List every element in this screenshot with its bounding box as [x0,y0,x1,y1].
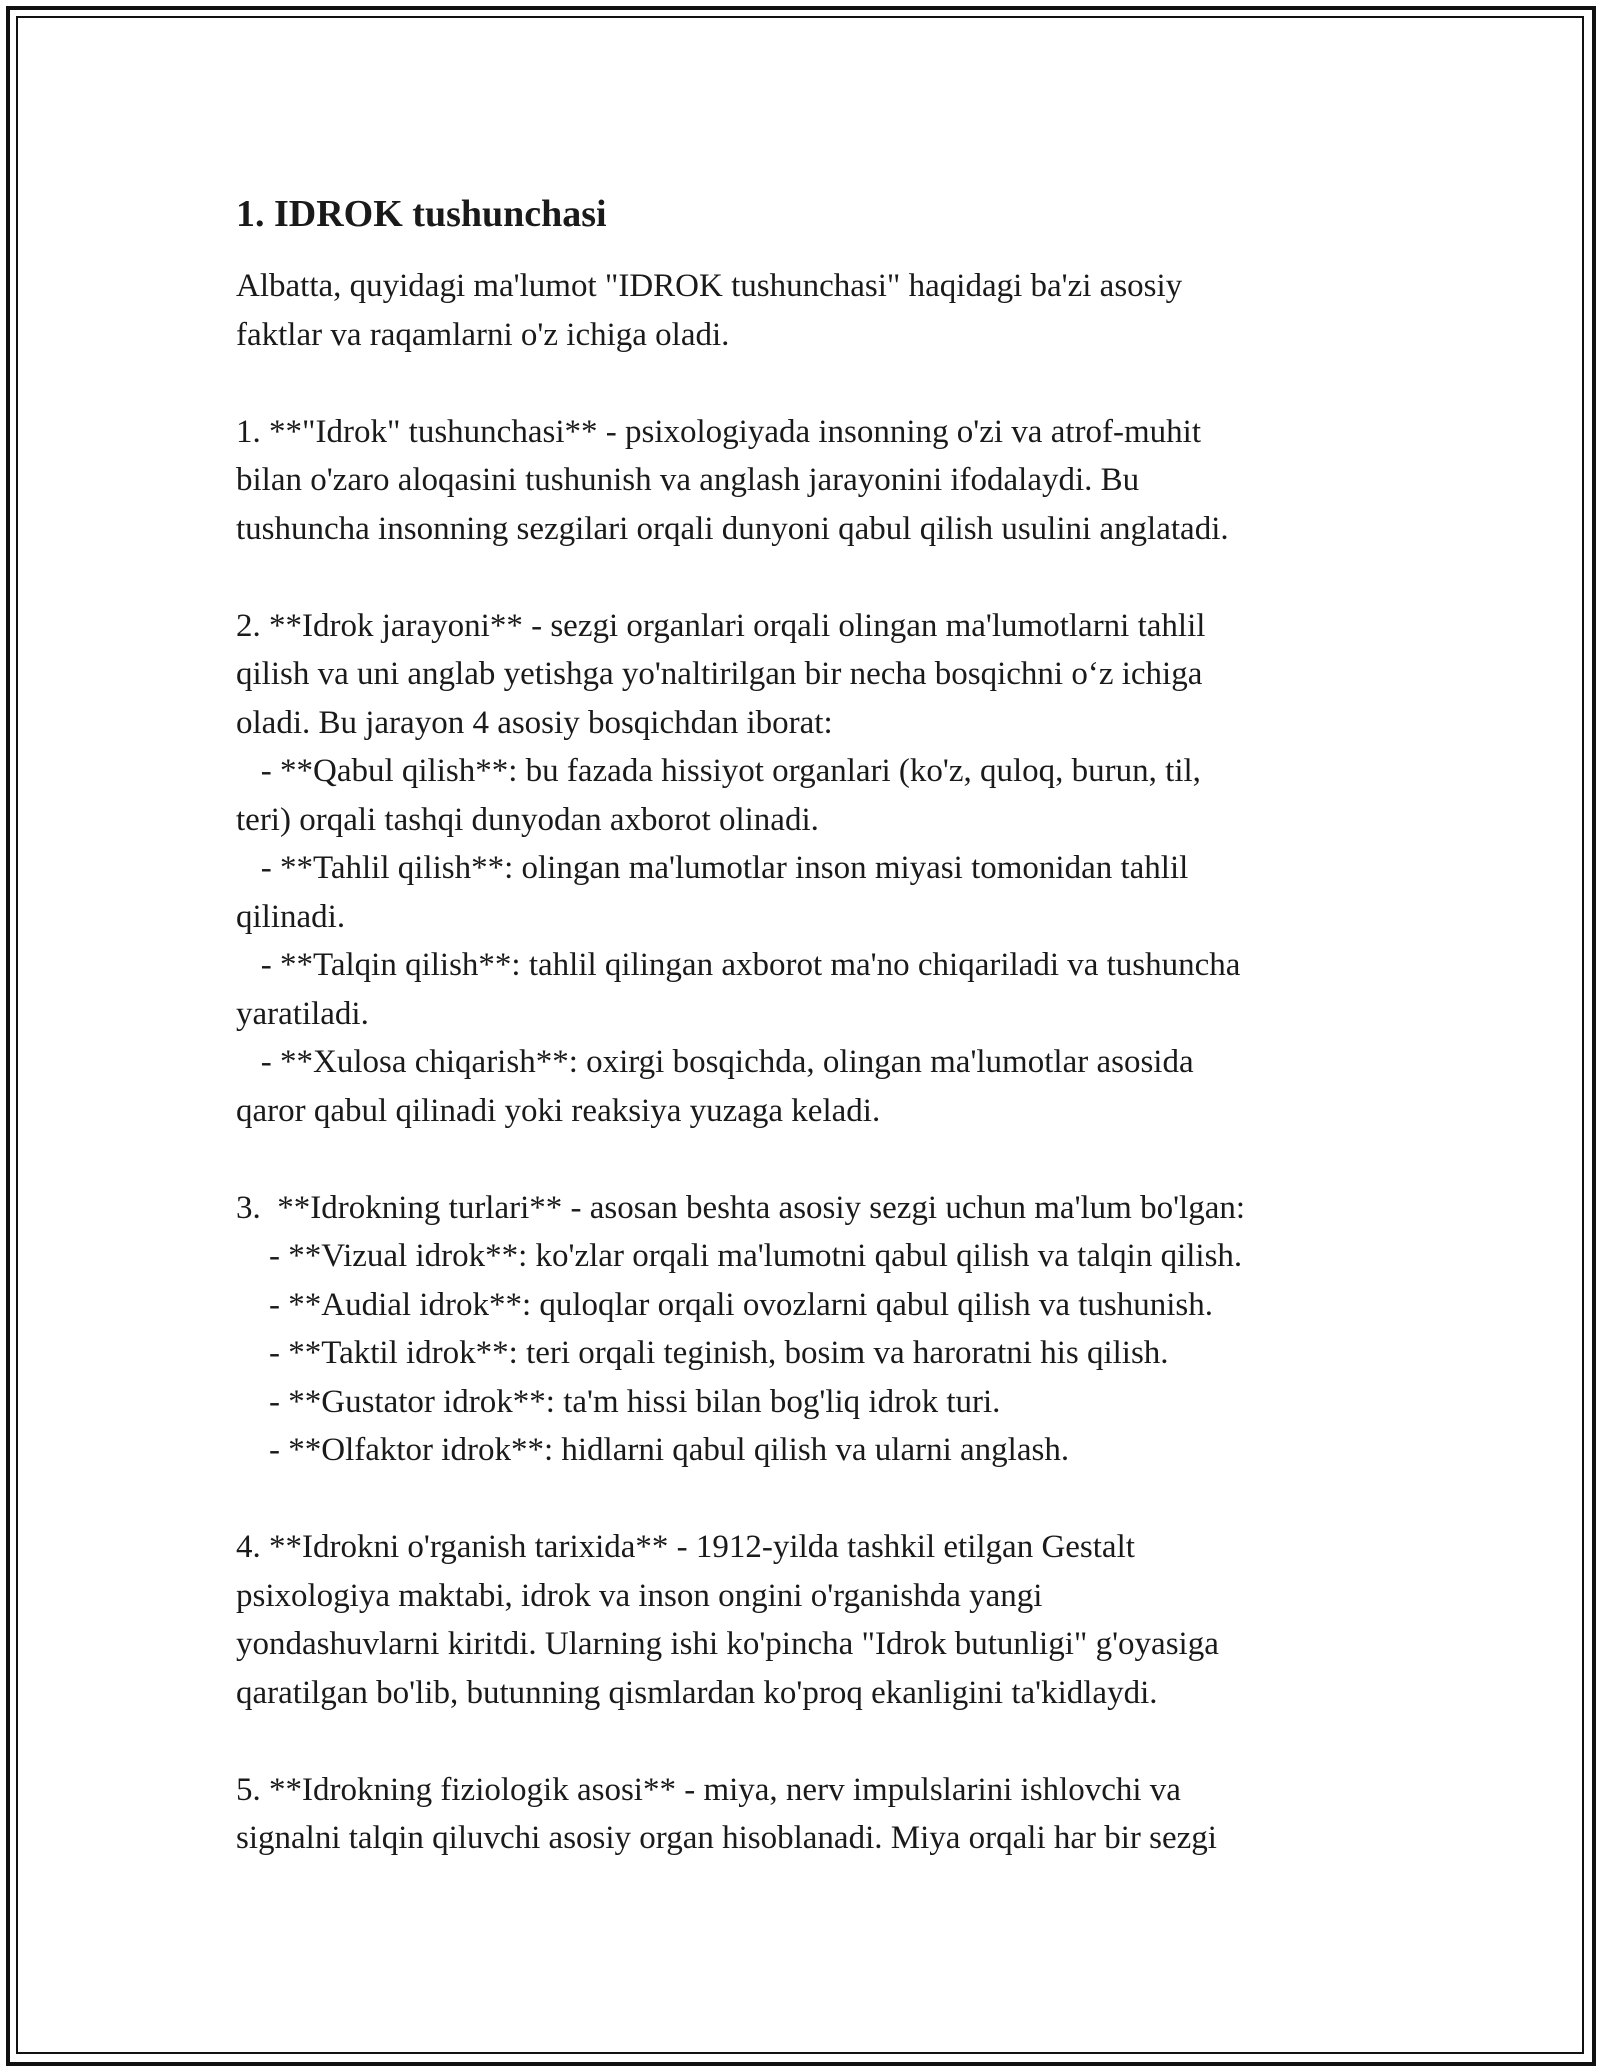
text-line: bilan o'zaro aloqasini tushunish va anglash jarayonini ifodalaydi. Bu [236,462,1140,498]
text-line: oladi. Bu jarayon 4 asosiy bosqichdan iborat: [236,704,833,741]
text-line: Albatta, quyidagi ma'lumot "IDROK tushunchasi" haqidagi ba'zi asosiy [236,268,1183,304]
text-line: qilinadi. [236,898,346,935]
text-line: 4. **Idrokni o'rganish tarixida** - 1912-yilda tashkil etilgan Gestalt [236,1529,1135,1565]
text-line: 3. **Idrokning turlari** - asosan beshta asosiy sezgi uchun ma'lum bo'lgan: [236,1189,1246,1226]
page-title: 1. IDROK tushunchasi [236,193,607,235]
blank-line [236,1475,1366,1524]
blank-line [236,359,1366,408]
blank-line [236,553,1366,602]
text-line: qaror qabul qilinadi yoki reaksiya yuzaga keladi. [236,1092,881,1129]
text-line: qilish va uni anglab yetishga yo'naltirilgan bir necha bosqichni o‘z ichiga [236,656,1203,692]
text-line: psixologiya maktabi, idrok va inson ongini o'rganishda yangi [236,1577,1043,1614]
text-line: - **Gustator idrok**: ta'm hissi bilan bog'liq idrok turi. [236,1383,1001,1420]
text-line: - **Olfaktor idrok**: hidlarni qabul qilish va ularni anglash. [236,1432,1070,1468]
text-line: - **Tahlil qilish**: olingan ma'lumotlar inson miyasi tomonidan tahlil [236,850,1189,886]
text-line: qaratilgan bo'lib, butunning qismlardan ko'proq ekanligini ta'kidlaydi. [236,1674,1158,1711]
text-line: - **Talqin qilish**: tahlil qilingan axborot ma'no chiqariladi va tushuncha [236,947,1241,983]
text-line: teri) orqali tashqi dunyodan axborot olinadi. [236,801,819,838]
text-line: signalni talqin qiluvchi asosiy organ hisoblanadi. Miya orqali har bir sezgi [236,1820,1217,1856]
text-line: yaratiladi. [236,995,369,1032]
text-line: - **Xulosa chiqarish**: oxirgi bosqichda, olingan ma'lumotlar asosida [236,1044,1194,1080]
text-line: 2. **Idrok jarayoni** - sezgi organlari orqali olingan ma'lumotlarni tahlil [236,607,1206,644]
text-line: - **Audial idrok**: quloqlar orqali ovozlarni qabul qilish va tushunish. [236,1286,1214,1323]
document-body [236,186,1366,1863]
blank-line [236,1135,1366,1184]
blank-line [236,1717,1366,1766]
text-line: 1. **"Idrok" tushunchasi** - psixologiyada insonning o'zi va atrof-muhit [236,413,1201,450]
text-line: yondashuvlarni kiritdi. Ularning ishi ko'pincha "Idrok butunligi" g'oyasiga [236,1626,1219,1662]
text-line: - **Vizual idrok**: ko'zlar orqali ma'lumotni qabul qilish va talqin qilish. [236,1238,1243,1274]
text-line: - **Qabul qilish**: bu fazada hissiyot organlari (ko'z, quloq, burun, til, [236,753,1201,789]
document-text [236,262,1366,1863]
text-line: tushuncha insonning sezgilari orqali dunyoni qabul qilish usulini anglatadi. [236,510,1229,547]
text-line: faktlar va raqamlarni o'z ichiga oladi. [236,316,730,353]
text-line: - **Taktil idrok**: teri orqali teginish, bosim va haroratni his qilish. [236,1335,1169,1371]
text-line: 5. **Idrokning fiziologik asosi** - miya, nerv impulslarini ishlovchi va [236,1771,1181,1808]
